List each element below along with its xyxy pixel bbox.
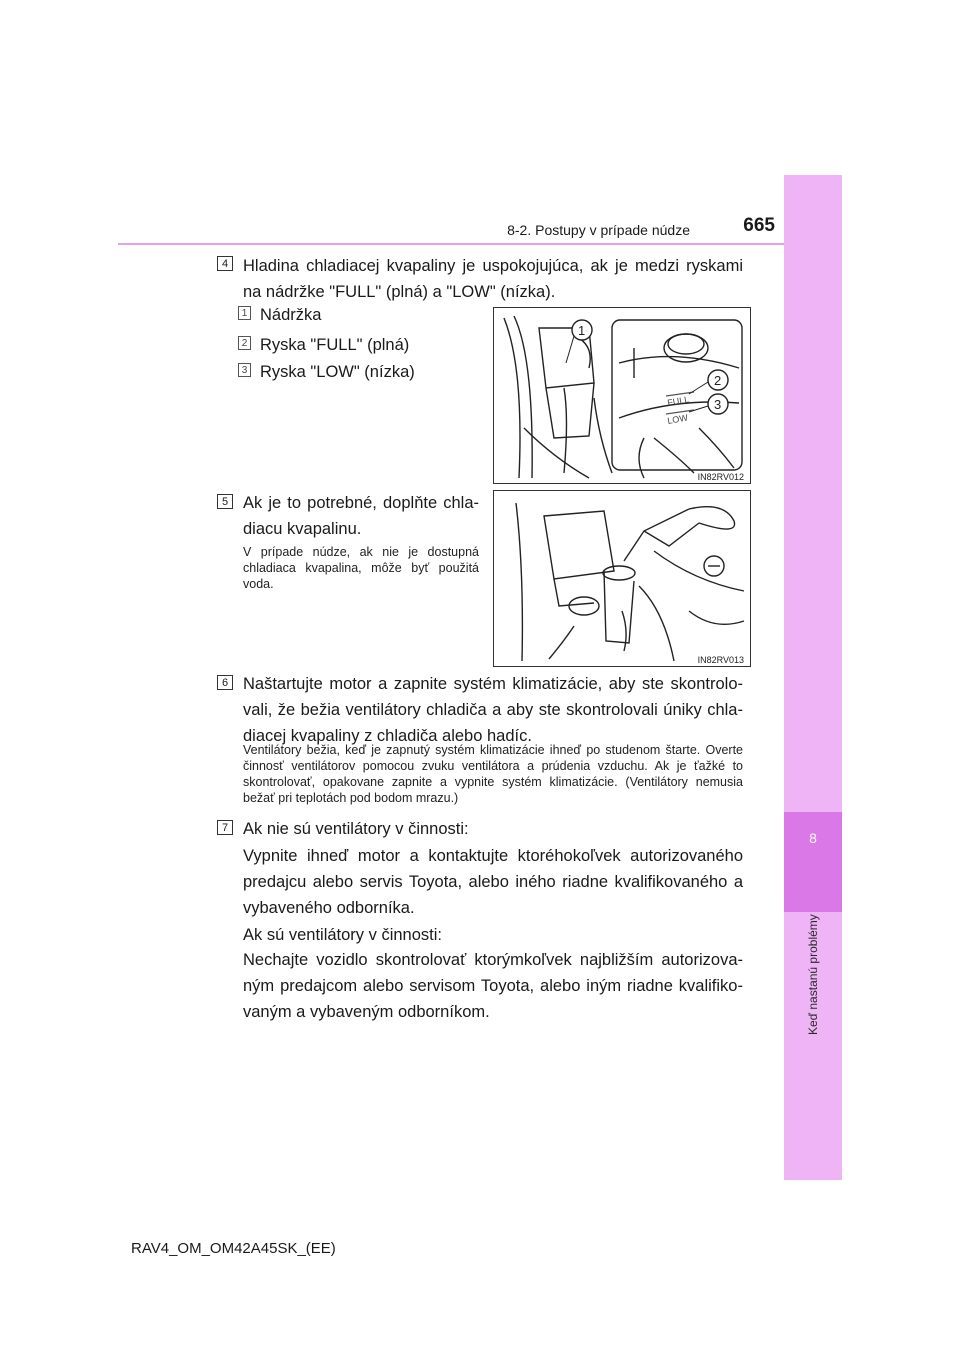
step-text: Naštartujte motor a zapnite systém klimatizácie, aby ste skontrolovali, že bežia ventilátory chladiča a aby ste skontrolovali úniky chladiacej kvapaliny z chladiča alebo hadíc. xyxy=(243,675,743,745)
step-text: Vypnite ihneď motor a kontaktujte ktoréhokoľvek autorizovaného predajcu alebo servis Toyota, alebo iného riadne kvalifikovaného a vybaveného odborníka. xyxy=(243,847,743,917)
refill-illustration xyxy=(494,491,750,666)
chapter-tab[interactable] xyxy=(784,812,842,912)
chapter-title-wrap xyxy=(770,915,856,1035)
chapter-title: Keď nastanú problémy xyxy=(806,914,820,1035)
chapter-number: 8 xyxy=(809,830,817,846)
header-rule xyxy=(118,243,784,245)
figure-coolant-reservoir xyxy=(493,307,751,484)
step-text: Ak je to potrebné, doplňte chladiacu kvapalinu. xyxy=(243,494,479,538)
step-text: Hladina chladiacej kvapaliny je uspokojujúca, ak je medzi ryskami na nádržke "FULL" (plná) a "LOW" (nízka). xyxy=(243,257,743,301)
figure-mark: 1 xyxy=(578,323,586,338)
callout-badge: 1 xyxy=(238,306,251,320)
callout-badge: 3 xyxy=(238,363,251,377)
figure-mark: 3 xyxy=(714,397,722,412)
document-id: RAV4_OM_OM42A45SK_(EE) xyxy=(131,1240,336,1257)
step-number-badge: 5 xyxy=(217,494,233,509)
figure-refill-coolant xyxy=(493,490,751,667)
figure-code: IN82RV013 xyxy=(697,655,744,665)
reservoir-illustration xyxy=(494,308,750,483)
step-text: Nechajte vozidlo skontrolovať ktorýmkoľvek najbližším autorizovaným predajcom alebo servisom Toyota, alebo iným riadne kvalifikovaným a vybaveným odborníkom. xyxy=(243,951,743,1021)
step-text: Ak nie sú ventilátory v činnosti: xyxy=(243,820,469,838)
callout-label: Nádržka xyxy=(260,306,322,324)
callout-badge: 2 xyxy=(238,336,251,350)
page-number: 665 xyxy=(743,215,775,236)
step-note: V prípade núdze, ak nie je dostupná chladiaca kvapalina, môže byť použitá voda. xyxy=(243,545,479,591)
full-mark-label: FULL xyxy=(666,394,691,408)
figure-code: IN82RV012 xyxy=(697,472,744,482)
step-number-badge: 4 xyxy=(217,256,233,271)
callout-label: Ryska "FULL" (plná) xyxy=(260,336,410,354)
section-title: 8-2. Postupy v prípade núdze xyxy=(507,222,690,238)
step-number-badge: 7 xyxy=(217,820,233,835)
figure-mark: 2 xyxy=(714,373,722,388)
low-mark-label: LOW xyxy=(666,412,689,426)
step-text: Ak sú ventilátory v činnosti: xyxy=(243,926,442,944)
step-note: Ventilátory bežia, keď je zapnutý systém klimatizácie ihneď po studenom štarte. Overte činnosť ventilátorov pomocou zvuku ventilátora a prúdenia vzduchu. Ak je ťažké to skontrolovať, opakovane zapnite a vypnite systém klimatizácie. (Ventilátory nemusia bežať pri teplotách pod bodom mrazu.) xyxy=(243,743,743,805)
step-number-badge: 6 xyxy=(217,675,233,690)
callout-label: Ryska "LOW" (nízka) xyxy=(260,363,415,381)
